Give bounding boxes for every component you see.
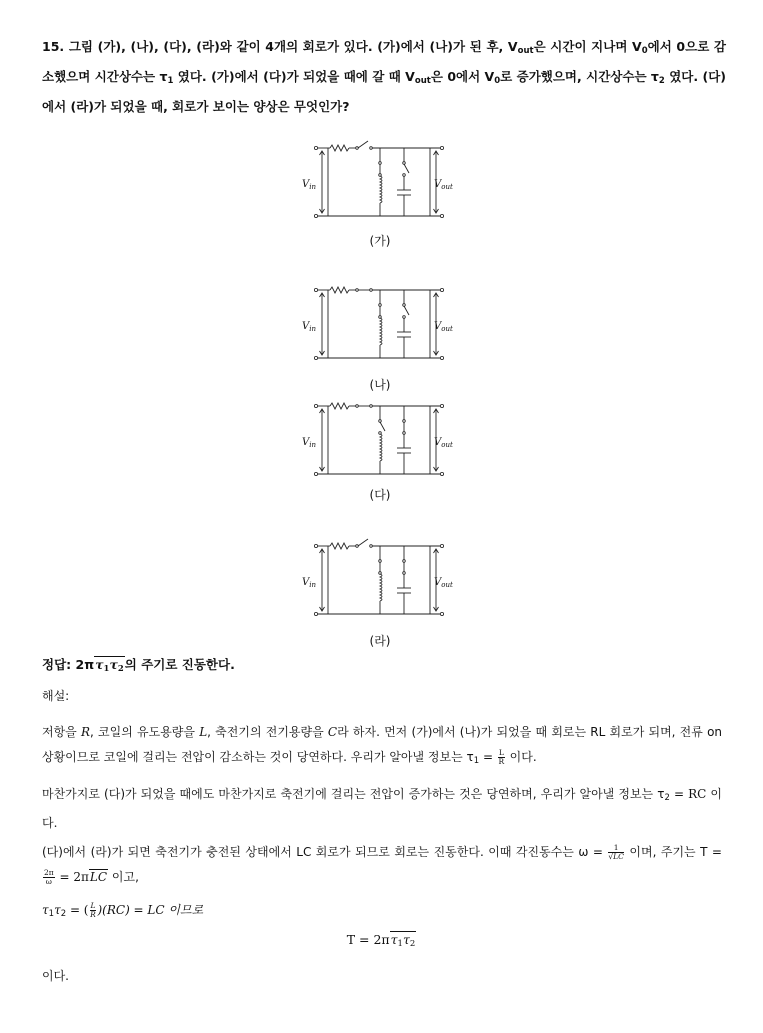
problem-number: 15. xyxy=(42,39,65,54)
circuit-svg xyxy=(300,282,460,362)
terminal xyxy=(440,544,443,547)
circuit-caption: (다) xyxy=(369,488,391,502)
terminal xyxy=(440,288,443,291)
inductor-coil xyxy=(380,318,382,345)
vout-label: $V_{out}$ xyxy=(434,179,453,191)
circuit-diagram xyxy=(300,282,460,382)
answer-sqrt: $\tau_1\tau_2$ xyxy=(95,657,124,674)
capacitor-switch xyxy=(404,306,409,315)
terminal xyxy=(314,544,317,547)
circuit-svg xyxy=(300,398,460,478)
terminal xyxy=(314,146,317,149)
final-equation: $T = 2\pi\tau_1\tau_2$ xyxy=(346,932,416,949)
inductor-coil xyxy=(380,574,382,601)
circuit-svg xyxy=(300,538,460,618)
terminal xyxy=(440,214,443,217)
solution-heading: 해설: xyxy=(42,689,70,703)
vin-label: $V_{in}$ xyxy=(302,321,316,333)
resistor xyxy=(330,287,349,293)
resistor xyxy=(330,403,349,409)
terminal xyxy=(314,214,317,217)
vout-label: $V_{out}$ xyxy=(434,321,453,333)
terminal xyxy=(440,472,443,475)
resistor xyxy=(330,543,349,549)
terminal xyxy=(440,146,443,149)
solution-paragraph-2: 마찬가지로 (다)가 되었을 때에도 마찬가지로 축전기에 걸리는 전압이 증가하는 것은 당연하며, 우리가 알아낼 정보는 $\tau_2$ = RC 이다. xyxy=(42,787,722,830)
vin-label: $V_{in}$ xyxy=(302,437,316,449)
terminal xyxy=(314,612,317,615)
vin-label: $V_{in}$ xyxy=(302,577,316,589)
vout-label: $V_{out}$ xyxy=(434,437,453,449)
circuit-diagram xyxy=(300,398,460,498)
inductor-coil xyxy=(380,434,382,461)
terminal xyxy=(314,404,317,407)
circuit-caption: (가) xyxy=(369,234,391,248)
vin-label: $V_{in}$ xyxy=(302,179,316,191)
circuit-diagram xyxy=(300,140,460,240)
terminal xyxy=(314,356,317,359)
problem-statement: 15. 그림 (가), (나), (다), (라)와 같이 4개의 회로가 있다. (가)에서 (나)가 된 후, $V_{out}$은 시간이 지나며 $V_0$에서 0으로 감소했으며 시간상수는 $\tau_1$ 였다. (가)에서 (다)가 되었을 때에 갈 때 $V_{out}$은 0에서 $V_0$로 증가했으며, 시간상수는 $\tau_2$ 였다. (다)에서 (라)가 되었을 때, 회로가 보이는 양상은 무엇인가? xyxy=(42,39,727,114)
answer-line: 정답: $2\pi\tau_1\tau_2$의 주기로 진동한다. xyxy=(42,657,235,674)
inductor-coil xyxy=(380,176,382,203)
circuit-svg xyxy=(300,140,460,220)
main-switch xyxy=(358,141,368,148)
terminal xyxy=(440,404,443,407)
terminal xyxy=(440,356,443,359)
terminal xyxy=(314,288,317,291)
circuit-caption: (라) xyxy=(369,634,391,648)
solution-paragraph-3: (다)에서 (라)가 되면 축전기가 충전된 상태에서 LC 회로가 되므로 회로는 진동한다. 이때 각진동수는 ω = $\frac{1}{√LC}$ 이며, 주기는 T = $\frac{2\pi}{\omega}$ = 2πLC 이고, xyxy=(42,843,722,886)
solution-paragraph-1: 저항을 R, 코일의 유도용량을 L, 축전기의 전기용량을 C라 하자. 먼저 (가)에서 (나)가 되었을 때 회로는 RL 회로가 되며, 전류 on 상황이므로 코일에 걸리는 전압이 감소하는 것이 당연하다. 우리가 알아낼 정보는 $\tau_1$ = $\frac{L}{R}$ 이다. xyxy=(42,725,723,766)
solution-paragraph-4: $\tau_1\tau_2$ = ( $\frac{L}{R}$ )(RC) = LC 이므로 xyxy=(42,901,204,919)
main-switch xyxy=(358,539,368,546)
solution-closing: 이다. xyxy=(42,969,69,983)
coil-switch xyxy=(380,422,385,431)
circuit-diagram xyxy=(300,538,460,638)
terminal xyxy=(314,472,317,475)
capacitor-switch xyxy=(404,164,409,173)
vout-label: $V_{out}$ xyxy=(434,577,453,589)
terminal xyxy=(440,612,443,615)
circuit-caption: (나) xyxy=(369,378,391,392)
resistor xyxy=(330,145,349,151)
